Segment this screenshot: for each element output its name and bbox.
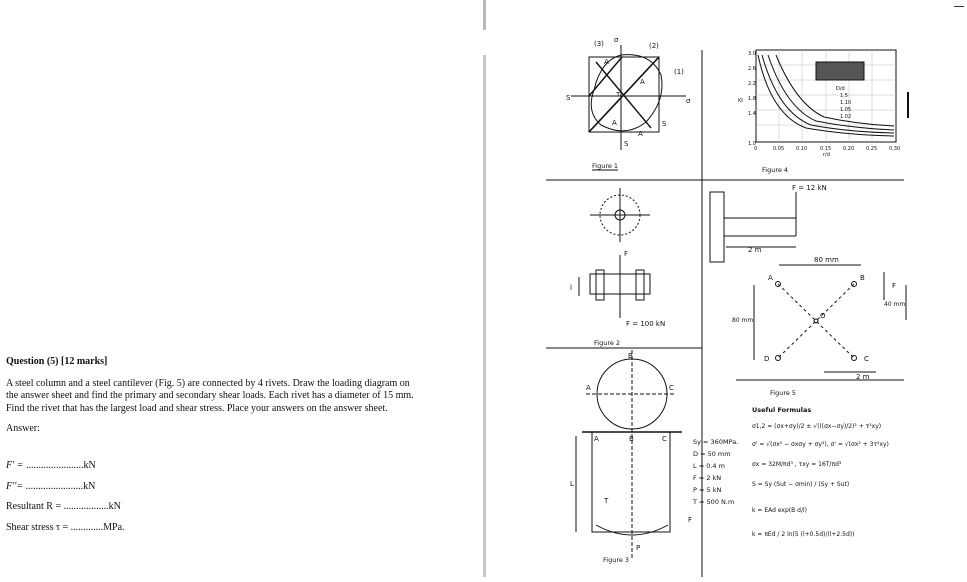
fig3-label-a1: A [586,384,591,392]
fig5-column [710,192,724,262]
fig3-data-t: T = 500 N.m [693,498,735,506]
fig3-shaft [592,432,670,532]
fig5-centroid-o [814,319,818,323]
fig3-label-f: F [688,516,693,524]
fig1-caption: Figure 1 [592,162,619,170]
fig1-diagonal-2 [596,62,651,128]
figure-2 [570,188,665,347]
fig3-data-d: D = 50 mm [693,450,731,458]
formulas-title: Useful Formulas [752,406,812,414]
fig4-xtick-3: 0.15 [820,146,832,152]
fig4-curve-label-110: 1.10 [840,100,852,106]
fig5-force-side-label: F [892,282,897,290]
fig4-xtick-2: 0.10 [796,146,808,152]
fig1-label-tau: τ [616,90,621,98]
fig4-curve-label-105: 1.05 [840,107,852,113]
fig4-ytick-4: 1.4 [748,111,756,117]
fig3-label-l: L [570,480,574,488]
fig4-curve-label-dd: D/d [836,86,845,92]
formula-2: σ' = √(σx² − σxσy + σy²), σ' = √(σx² + 3τ²xy) [752,441,889,448]
fig4-xlabel: r/d [823,152,830,158]
fig1-label-a4: A [604,58,609,66]
fig1-label-a1: A [640,78,645,86]
formula-6: k = πEd / 2 ln(5 (l+0.5d)/(l+2.5d)) [752,531,855,538]
fig4-ylabel: Kt [738,98,744,104]
fig4-ytick-2: 2.2 [748,81,756,87]
left-page [0,0,483,577]
fig5-rivet-label-b: B [860,274,865,282]
formula-1: σ1,2 = (σx+σy)/2 ± √(((σx−σy)/2)² + τ²xy) [752,423,882,430]
fig1-label-a2: A [612,119,617,127]
fig3-label-b1: B [628,352,633,360]
fig5-dim-label-2: 40 mm [884,301,906,308]
fig5-rivet-c [852,356,857,361]
fig4-xtick-4: 0.20 [843,146,855,152]
formula-4: S = Sy (Sut − σmin) / (Sy + Sut) [752,481,850,488]
fig4-ytick-1: 2.6 [748,66,756,72]
fig4-xtick-0: 0 [754,146,758,152]
question-title: Question (5) [12 marks] [6,356,108,367]
fig1-label-a3: A [638,130,643,138]
fig5-caption: Figure 5 [770,389,797,397]
question-block [6,356,416,436]
fig3-label-c1: C [669,384,674,392]
fig5-dim-label-0: 2 m [748,246,762,254]
fig4-ytick-3: 1.8 [748,96,756,102]
fig4-xtick-1: 0.05 [773,146,785,152]
fig5-dim-label-3: 80 mm [732,317,754,324]
fig5-rivet-label-o: O [820,312,826,320]
fig3-caption: Figure 3 [603,556,630,564]
fig1-label-1: (1) [674,68,684,76]
fig1-label-2: (2) [649,42,659,50]
window-dash [954,6,964,7]
fig3-data-l: L = 0.4 m [693,462,725,470]
fig2-force-bottom: F = 100 kN [626,320,666,328]
formula-5: k = EAd exp(B d/l) [752,507,807,514]
fig3-data-p: P = 5 kN [693,486,722,494]
figure-sheet [486,0,967,577]
formula-3: σx = 32M/πd³ , τxy = 16T/πd³ [752,461,842,468]
fig1-label-s3: S [624,140,629,148]
question-body: A steel column and a steel cantilever (Fig. 5) are connected by 4 rivets. Draw the loading diagram on the answer sheet and find the primary and secondary shear loads. Each rivet has a diameter of 15 mm. Find the rivet that has the largest load and shear stress. Place your answers on the answer sheet. [6,377,414,414]
fig1-label-3: (3) [594,40,604,48]
figure-3 [570,350,738,564]
fig1-label-sigma-b: σ [614,36,619,44]
fig1-label-s1: S [566,94,571,102]
formulas [752,406,889,538]
answer-line-shear-stress: Shear stress τ = .............MPa. [6,522,125,533]
fig4-caption: Figure 4 [762,166,789,174]
fig4-ytick-5: 1.0 [748,141,756,147]
fig4-curve-label-15: 1.5 [840,93,848,99]
figure-5 [710,184,906,397]
fig3-label-c2: C [662,435,667,443]
fig4-curve-label-102: 1.02 [840,114,852,120]
fig4-ytick-0: 3.0 [748,51,756,57]
answer-line-f-prime: F' = .......................kN [6,460,96,471]
fig3-data-sy: Sy = 360MPa. [693,438,739,446]
fig5-rivet-label-d: D [764,355,770,363]
fig3-label-p: P [636,544,641,552]
fig5-rivet-label-c: C [864,355,869,363]
answer-line-resultant: Resultant R = ..................kN [6,501,121,512]
fig3-data-f: F = 2 kN [693,474,722,482]
fig2-dim-label: l [570,284,572,292]
fig4-xtick-6: 0.30 [889,146,901,152]
fig4-specimen-sketch [816,62,864,80]
fig2-caption: Figure 2 [594,339,621,347]
figure-4 [738,50,908,174]
fig3-label-b2: B [629,435,634,443]
fig3-label-t: T [604,497,609,505]
answer-label: Answer: [6,423,40,434]
figure-1 [566,36,691,170]
fig3-label-a2: A [594,435,599,443]
fig4-xtick-5: 0.25 [866,146,878,152]
fig5-rivet-label-a: A [768,274,773,282]
fig5-force-label: F = 12 kN [792,184,827,192]
fig2-force-top: F [624,250,629,258]
fig5-rivet-d [776,356,781,361]
answer-line-f-double-prime: F''= .......................kN [6,481,96,492]
fig5-dim-label-4: 2 m [856,373,870,381]
fig5-dim-label-1: 80 mm [814,256,839,264]
fig1-label-s2: S [662,120,667,128]
fig1-diagonal-1 [589,57,659,132]
fig1-label-sigma-a: σ [686,97,691,105]
